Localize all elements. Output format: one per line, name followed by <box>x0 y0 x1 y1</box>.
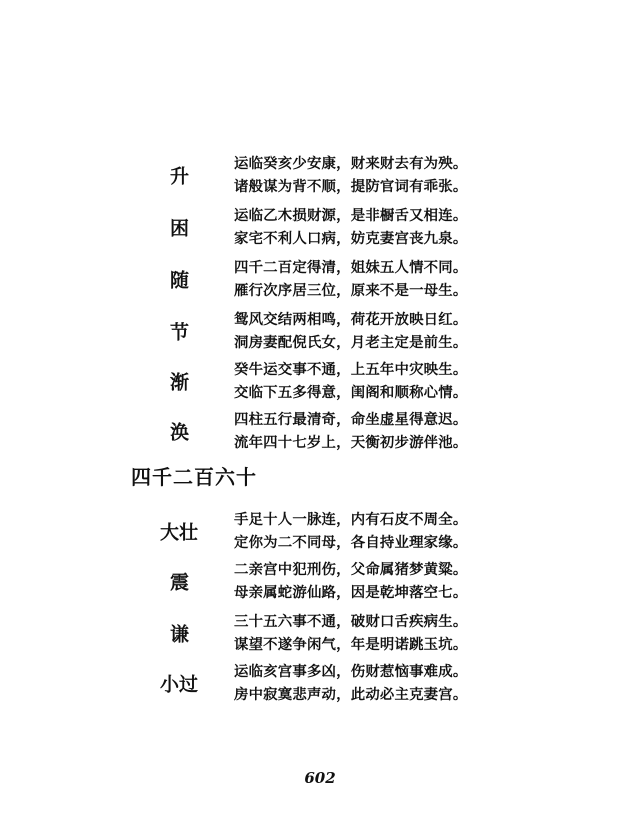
page-number: 602 <box>304 769 336 787</box>
verse-line: 运临亥宫事多凶，伤财惹恼事难成。 <box>234 663 468 680</box>
hexagram-name: 随 <box>170 269 190 292</box>
hexagram-name: 困 <box>170 217 190 240</box>
verse-text <box>234 358 467 404</box>
verse-text <box>234 508 467 554</box>
section-heading: 四千二百六十 <box>131 465 257 489</box>
verse-entry <box>0 256 640 302</box>
verse-text <box>234 558 467 604</box>
verse-line: 流年四十七岁上，天衡初步游伴池。 <box>234 434 468 451</box>
hexagram-name: 大壮 <box>160 521 199 544</box>
verse-text <box>234 610 467 656</box>
verse-line: 运临乙木损财源，是非橱舌又相连。 <box>234 207 468 224</box>
verse-text <box>234 256 467 302</box>
hexagram-name: 谦 <box>170 623 190 646</box>
verse-text <box>234 204 467 250</box>
hexagram-name: 渐 <box>170 371 190 394</box>
verse-entry <box>0 152 640 198</box>
hexagram-name: 节 <box>170 321 190 344</box>
verse-line: 母亲属蛇游仙路，因是乾坤落空七。 <box>234 584 468 601</box>
verse-line: 诸般谋为背不顺，提防官词有乖张。 <box>234 178 468 195</box>
verse-entry <box>0 308 640 354</box>
verse-line: 三十五六事不通，破财口舌疾病生。 <box>234 613 468 630</box>
verse-line: 洞房妻配倪氏女，月老主定是前生。 <box>234 334 468 351</box>
verse-line: 运临癸亥少安康，财来财去有为殃。 <box>234 155 468 172</box>
verse-line: 家宅不利人口病，妨克妻宫丧九泉。 <box>234 230 468 247</box>
verse-line: 谋望不遂争闲气，年是明诺跳玉坑。 <box>234 636 468 653</box>
verse-entry <box>0 408 640 454</box>
verse-entry <box>0 610 640 656</box>
verse-entry <box>0 558 640 604</box>
verse-line: 四柱五行最清奇，命坐虚星得意迟。 <box>234 411 468 428</box>
hexagram-name: 升 <box>170 165 190 188</box>
verse-text <box>234 308 467 354</box>
verse-line: 二亲宫中犯刑伤，父命属猪梦黄粱。 <box>234 561 468 578</box>
verse-line: 房中寂寞悲声动，此动必主克妻宫。 <box>234 686 468 703</box>
verse-text <box>234 408 467 454</box>
verse-line: 鸳风交结两相鸣，荷花开放映日红。 <box>234 311 468 328</box>
verse-line: 癸牛运交事不通，上五年中灾映生。 <box>234 361 468 378</box>
verse-line: 手足十人一脉连，内有石皮不周全。 <box>234 511 468 528</box>
verse-line: 交临下五多得意，闺阁和顺称心情。 <box>234 384 468 401</box>
verse-line: 定你为二不同母，各自持业理家缘。 <box>234 534 468 551</box>
hexagram-name: 涣 <box>170 421 190 444</box>
hexagram-name: 震 <box>170 571 190 594</box>
verse-entry <box>0 508 640 554</box>
verse-text <box>234 152 467 198</box>
verse-line: 四千二百定得清，姐妹五人情不同。 <box>234 259 468 276</box>
verse-line: 雁行次序居三位，原来不是一母生。 <box>234 282 468 299</box>
verse-text <box>234 660 467 706</box>
hexagram-name: 小过 <box>160 673 199 696</box>
verse-entry <box>0 660 640 706</box>
verse-entry <box>0 204 640 250</box>
verse-entry <box>0 358 640 404</box>
